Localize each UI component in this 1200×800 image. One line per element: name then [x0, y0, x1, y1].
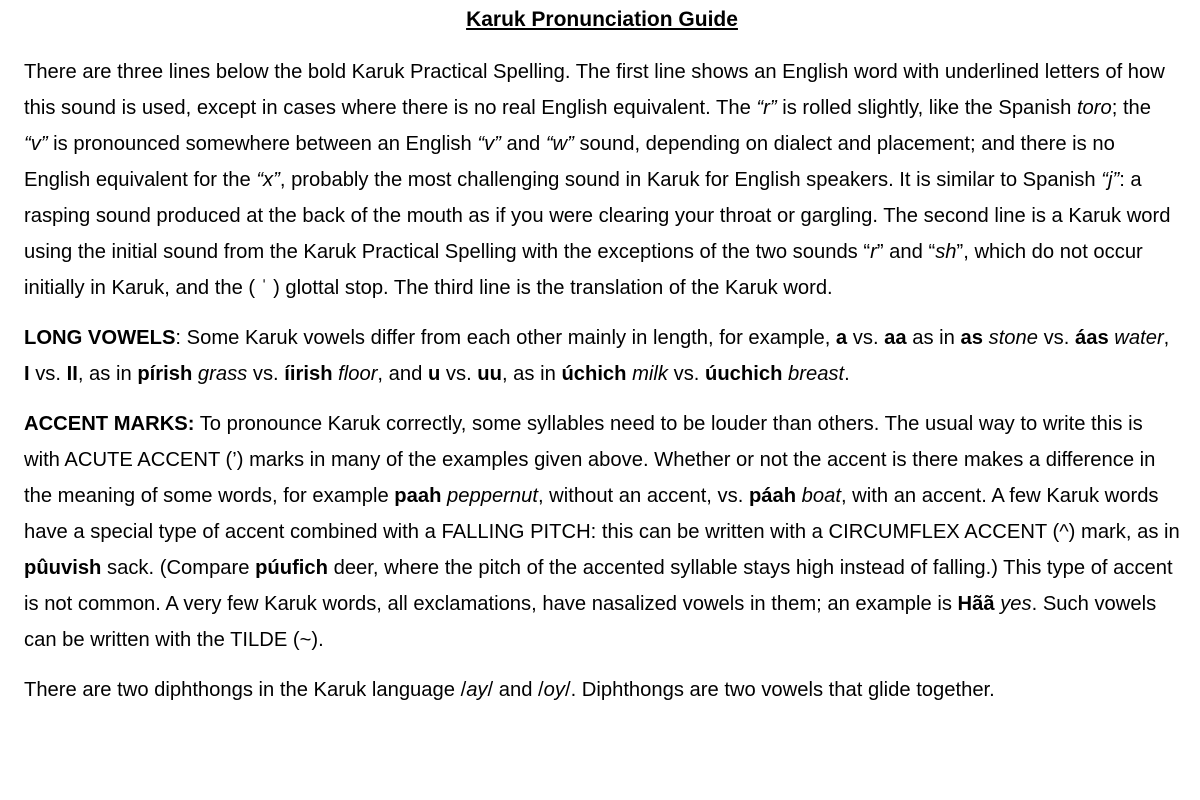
intro-toro: toro [1076, 97, 1112, 119]
intro-r-sound: “r” [756, 97, 777, 119]
gloss-boat: boat [801, 485, 841, 507]
accent-text: deer, where the pitch of the accented syllable stays high instead of falling.) This type of accent is not common. A very few Karuk words, all exclamations, have nasalized vowels in them; an example is [24, 557, 1173, 615]
intro-text: ”, which do not occur initially in Karuk, and the ( ˈ ) glottal stop. The third line is the translation of the Karuk word. [24, 241, 1143, 299]
word-uuchich: úuchich [705, 363, 783, 385]
intro-text: sound, depending on dialect and placement; and there is no English equivalent for the [24, 133, 1115, 191]
intro-x-sound: “x” [256, 169, 280, 191]
intro-paragraph [24, 54, 1180, 306]
gloss-floor: floor [338, 363, 378, 385]
intro-text: There are three lines below the bold Karuk Practical Spelling. The first line shows an English word with underlined letters of how this sound is used, except in cases where there is no real English equivalent. The [24, 61, 1165, 119]
intro-j-sound: “j” [1101, 169, 1120, 191]
intro-w-sound: “w” [545, 133, 574, 155]
intro-v-sound-2: “v” [477, 133, 501, 155]
intro-v-sound: “v” [24, 133, 48, 155]
long-vowels-text: , and [377, 363, 428, 385]
gloss-water: water [1114, 327, 1164, 349]
intro-r-exception: r [870, 241, 877, 263]
accent-marks-heading: ACCENT MARKS: [24, 413, 195, 435]
diphthongs-text: / and / [487, 679, 544, 701]
long-vowels-heading: LONG VOWELS [24, 327, 176, 349]
diphthongs-text: /. Diphthongs are two vowels that glide together. [564, 679, 995, 701]
word-puuvish: pûuvish [24, 557, 102, 579]
intro-text: : a rasping sound produced at the back of the mouth as if you were clearing your throat or gargling. The second line is a Karuk word using the initial sound from the Karuk Practical Spelling with the exceptions of the two sounds “ [24, 169, 1171, 263]
long-vowels-text: . [844, 363, 850, 385]
accent-text: To pronounce Karuk correctly, some syllables need to be louder than others. The usual way to write this is with ACUTE ACCENT (’) marks in many of the examples given above. Whether or not the accent is there makes a difference in the meaning of some words, for example [24, 413, 1156, 507]
diphthongs-text: There are two diphthongs in the Karuk language / [24, 679, 467, 701]
word-uchich: úchich [561, 363, 627, 385]
diphthong-ay: ay [466, 679, 488, 701]
long-vowels-text: vs. [668, 363, 706, 385]
word-paah-accented: páah [748, 485, 797, 507]
intro-text: and [500, 133, 546, 155]
long-vowels-text: vs. [1037, 327, 1075, 349]
intro-text: is pronounced somewhere between an English [47, 133, 478, 155]
long-vowels-text: , as in [77, 363, 138, 385]
word-pirish: pírish [137, 363, 193, 385]
long-vowels-text: vs. [440, 363, 478, 385]
example-aa: aa [884, 327, 907, 349]
gloss-peppernut: peppernut [447, 485, 538, 507]
example-i: I [24, 363, 30, 385]
intro-text: ” and “ [876, 241, 936, 263]
word-iirish: íirish [284, 363, 333, 385]
diphthongs-paragraph [24, 672, 1180, 708]
intro-text: is rolled slightly, like the Spanish [776, 97, 1077, 119]
long-vowels-text: as in [906, 327, 961, 349]
example-u: u [427, 363, 441, 385]
accent-text: . Such vowels can be written with the TILDE (~). [24, 593, 1157, 651]
example-uu: uu [477, 363, 502, 385]
accent-text: sack. (Compare [101, 557, 256, 579]
accent-text: , without an accent, vs. [537, 485, 749, 507]
word-aas: áas [1075, 327, 1109, 349]
long-vowels-text: vs. [29, 363, 67, 385]
example-ii: II [66, 363, 78, 385]
intro-sh-exception: sh [935, 241, 957, 263]
word-puufich: púufich [255, 557, 328, 579]
accent-marks-paragraph [24, 406, 1180, 658]
gloss-breast: breast [788, 363, 845, 385]
diphthong-oy: oy [543, 679, 565, 701]
word-haa: Hãã [957, 593, 995, 615]
long-vowels-text: , [1163, 327, 1170, 349]
long-vowels-text: , as in [501, 363, 562, 385]
word-paah: paah [394, 485, 442, 507]
long-vowels-text: vs. [847, 327, 885, 349]
gloss-grass: grass [197, 363, 248, 385]
gloss-yes: yes [1000, 593, 1032, 615]
intro-text: , probably the most challenging sound in Karuk for English speakers. It is similar to Spanish [279, 169, 1102, 191]
example-a: a [835, 327, 848, 349]
word-as: as [960, 327, 983, 349]
intro-text: ; the [1111, 97, 1152, 119]
gloss-milk: milk [632, 363, 668, 385]
long-vowels-text: : Some Karuk vowels differ from each other mainly in length, for example, [175, 327, 836, 349]
long-vowels-paragraph [24, 320, 1180, 392]
long-vowels-text: vs. [247, 363, 285, 385]
gloss-stone: stone [988, 327, 1038, 349]
accent-text: , with an accent. A few Karuk words have a special type of accent combined with a FALLING PITCH: this can be written with a CIRCUMFLEX ACCENT (^) mark, as in [24, 485, 1180, 543]
document-title: Karuk Pronunciation Guide [466, 8, 738, 31]
